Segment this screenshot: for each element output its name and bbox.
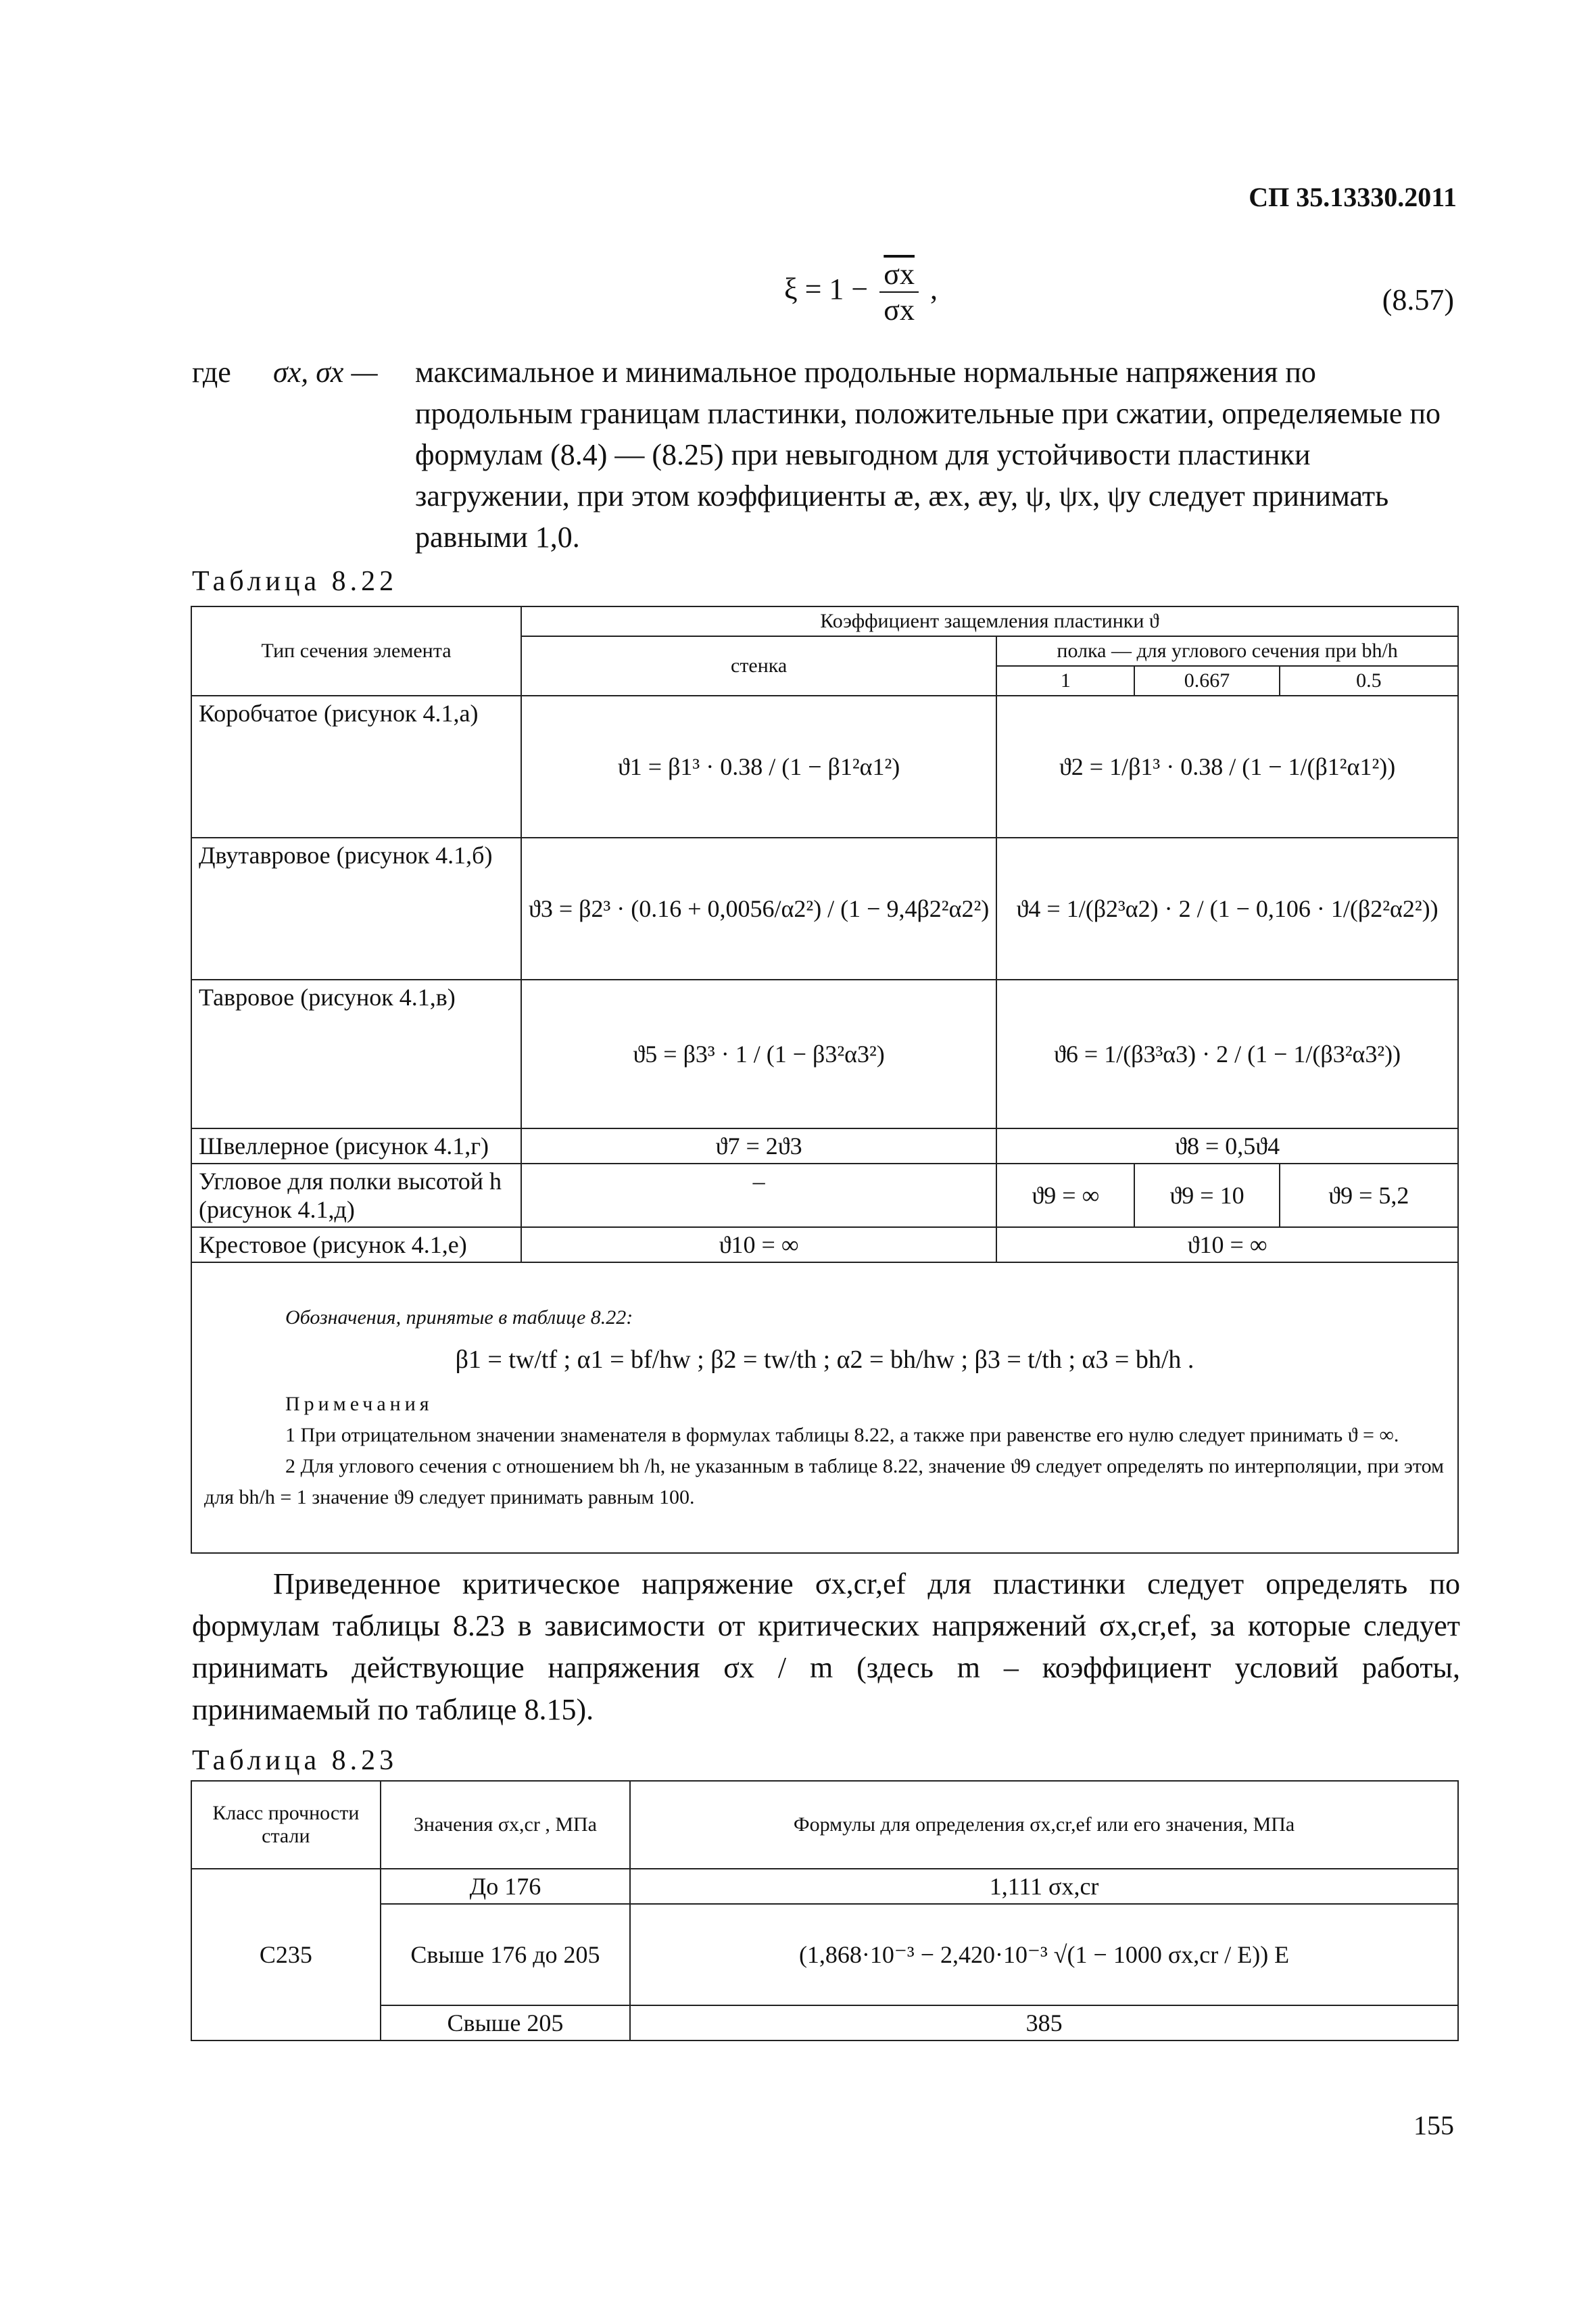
notation-formula: β1 = tw/tf ; α1 = bf/hw ; β2 = tw/th ; α2 = bh/hw ; β3 = t/th ; α3 = bh/h . [455,1345,1194,1374]
row-wall-formula: ϑ3 = β2³ · (0.16 + 0,0056/α2²) / (1 − 9,4β2²α2²) [521,838,996,980]
row-flange-ratio-1: ϑ9 = ∞ [996,1164,1134,1227]
value-formula: 1,111 σx,cr [630,1869,1458,1904]
notes-title: Примечания [285,1393,433,1415]
table-8-22 [191,606,1459,1554]
row-type: Угловое для полки высотой h (рисунок 4.1,д) [191,1164,521,1227]
value-formula: (1,868·10⁻³ − 2,420·10⁻³ √(1 − 1000 σx,cr / E)) E [630,1904,1458,2005]
header-ratio-1: 1 [996,666,1134,696]
row-wall-formula: ϑ1 = β1³ · 0.38 / (1 − β1²α1²) [521,696,996,838]
table-8-22-caption: Таблица 8.22 [192,566,398,597]
page-number: 155 [1413,2110,1454,2141]
header-coefficient: Коэффициент защемления пластинки ϑ [521,606,1458,636]
note-1: 1 При отрицательном значении знаменателя в формулах таблицы 8.22, а также при равенстве его нулю следует принимать ϑ = ∞. [285,1424,1399,1446]
row-wall-formula: – [521,1164,996,1227]
steel-class: С235 [191,1869,381,2040]
table-row [191,2005,1458,2040]
table-row [191,980,1458,1128]
row-type: Швеллерное (рисунок 4.1,г) [191,1128,521,1164]
table-row [191,1128,1458,1164]
row-flange-formula: ϑ10 = ∞ [996,1227,1458,1262]
header-type: Тип сечения элемента [191,606,521,696]
row-flange-formula: ϑ8 = 0,5ϑ4 [996,1128,1458,1164]
formula-tail: , [929,272,938,306]
header-wall: стенка [521,636,996,696]
table-8-23 [191,1780,1459,2041]
row-type: Двутавровое (рисунок 4.1,б) [191,838,521,980]
header-formulas: Формулы для определения σx,cr,ef или его значения, МПа [630,1781,1458,1869]
value-range: Свыше 205 [381,2005,630,2040]
body-paragraph: Приведенное критическое напряжение σx,cr,ef для пластинки следует определять по формулам таблицы 8.23 в зависимости от критических напряжений σx,cr,ef, за которые следует принимать действующие напряжения σx / m (здесь m – коэффициент условий работы, принимаемый по таблице 8.15). [192,1567,1460,1726]
row-type: Коробчатое (рисунок 4.1,а) [191,696,521,838]
row-flange-formula: ϑ4 = 1/(β2³α2) · 2 / (1 − 0,106 · 1/(β2²α2²)) [996,838,1458,980]
formula-lhs: ξ = 1 − [784,272,869,306]
value-formula: 385 [630,2005,1458,2040]
table-row [191,838,1458,980]
row-wall-formula: ϑ10 = ∞ [521,1227,996,1262]
table-notes [191,1262,1458,1553]
header-flange: полка — для углового сечения при bh/h [996,636,1458,666]
formula-denominator: σx [884,293,915,327]
note-2: 2 Для углового сечения с отношением bh /h, не указанным в таблице 8.22, значение ϑ9 следует определять по интерполяции, при этом для bh/h = 1 значение ϑ9 следует принимать равным 100. [204,1455,1445,1508]
row-wall-formula: ϑ5 = β3³ · 1 / (1 − β3²α3²) [521,980,996,1128]
row-type: Крестовое (рисунок 4.1,е) [191,1227,521,1262]
where-text: максимальное и минимальное продольные нормальные напряжения по продольным границам пластинки, положительные при сжатии, определяемые по формулам (8.4) — (8.25) при невыгодном для устойчивости пластинки загружении, при этом коэффициенты æ, æx, æy, ψ, ψx, ψy следует принимать равными 1,0. [415,356,1441,554]
formula-numerator: $\overline{\sigma x}$ [879,257,919,293]
header-values: Значения σx,cr , МПа [381,1781,630,1869]
formula-8-57 [784,257,938,327]
header-steel-class: Класс прочности стали [191,1781,381,1869]
header-ratio-05: 0.5 [1280,666,1458,696]
table-row [191,1164,1458,1227]
table-row [191,1227,1458,1262]
table-row [191,1904,1458,2005]
header-ratio-0667: 0.667 [1134,666,1279,696]
formula-number: (8.57) [1382,283,1454,316]
table-row [191,696,1458,838]
where-symbols: σx, σx — [273,356,378,389]
where-block [192,352,1460,558]
table-row [191,1869,1458,1904]
value-range: Свыше 176 до 205 [381,1904,630,2005]
document-code: СП 35.13330.2011 [1249,182,1457,212]
row-flange-ratio-05: ϑ9 = 5,2 [1280,1164,1458,1227]
table-8-23-caption: Таблица 8.23 [192,1745,398,1776]
notation-title: Обозначения, принятые в таблице 8.22: [285,1306,633,1329]
where-label: где [192,356,231,389]
row-flange-formula: ϑ2 = 1/β1³ · 0.38 / (1 − 1/(β1²α1²)) [996,696,1458,838]
value-range: До 176 [381,1869,630,1904]
formula-fraction [879,257,919,327]
row-flange-ratio-0667: ϑ9 = 10 [1134,1164,1279,1227]
row-flange-formula: ϑ6 = 1/(β3³α3) · 2 / (1 − 1/(β3²α3²)) [996,980,1458,1128]
row-type: Тавровое (рисунок 4.1,в) [191,980,521,1128]
row-wall-formula: ϑ7 = 2ϑ3 [521,1128,996,1164]
